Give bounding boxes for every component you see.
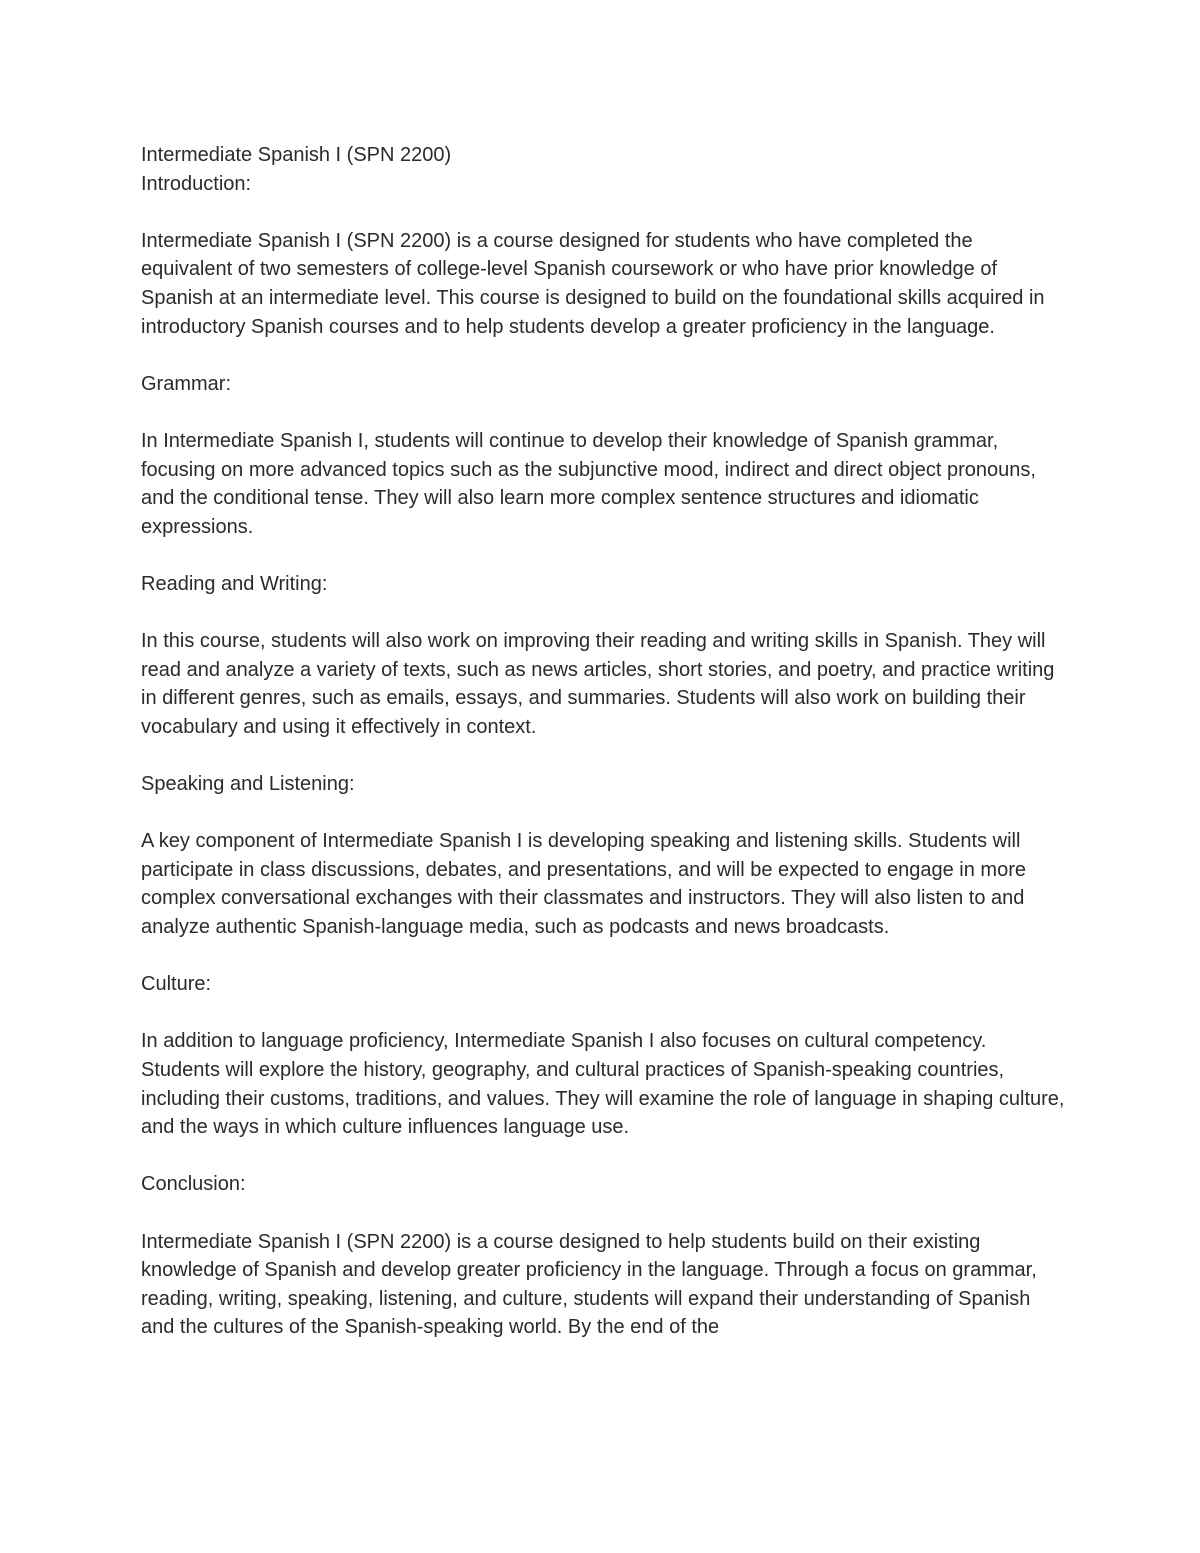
- paragraph-spacer: [141, 999, 1066, 1028]
- section-body-conclusion: Intermediate Spanish I (SPN 2200) is a course designed to help students build on their existing knowledge of Spanish and develop greater proficiency in the language. Through a focus on grammar, reading, writing, speaking, listening, and culture, students will expand their understanding of Spanish and the cultures of the Spanish-speaking world. By the end of the: [141, 1230, 1043, 1339]
- paragraph-spacer: [141, 341, 1066, 370]
- paragraph-spacer: [141, 1142, 1066, 1171]
- paragraph-spacer: [141, 599, 1066, 628]
- section-body-reading-writing: In this course, students will also work on improving their reading and writing skills in Spanish. They will read and analyze a variety of texts, such as news articles, short stories, and poetry, and practice writing in different genres, such as emails, essays, and summaries. Students will also work on building their vocabulary and using it effectively in context.: [141, 630, 1060, 738]
- paragraph-spacer: [141, 942, 1066, 971]
- paragraph-spacer: [141, 741, 1066, 770]
- section-body-introduction: Intermediate Spanish I (SPN 2200) is a course designed for students who have completed the equivalent of two semesters of college-level Spanish coursework or who have prior knowledge of Spanish at an intermediate level. This course is designed to build on the foundational skills acquired in introductory Spanish courses and to help students develop a greater proficiency in the language.: [141, 229, 1051, 338]
- paragraph-spacer: [141, 398, 1066, 427]
- section-heading-reading-writing: Reading and Writing:: [141, 572, 328, 595]
- paragraph-spacer: [141, 799, 1066, 828]
- section-body-speaking-listening: A key component of Intermediate Spanish I is developing speaking and listening skills. Students will participate in class discussions, debates, and presentations, and will be expected to engage in more complex conversational exchanges with their classmates and instructors. They will also listen to and analyze authentic Spanish-language media, such as podcasts and news broadcasts.: [141, 830, 1032, 939]
- section-heading-grammar: Grammar:: [141, 372, 231, 395]
- document-page: [141, 141, 1071, 1342]
- section-body-culture: In addition to language proficiency, Intermediate Spanish I also focuses on cultural competency. Students will explore the history, geography, and cultural practices of Spanish-speaking countries, including their customs, traditions, and values. They will examine the role of language in shaping culture, and the ways in which culture influences language use.: [141, 1030, 1071, 1139]
- section-heading-conclusion: Conclusion:: [141, 1173, 246, 1196]
- paragraph-spacer: [141, 1199, 1066, 1228]
- paragraph-spacer: [141, 198, 1066, 227]
- paragraph-spacer: [141, 541, 1066, 570]
- document-title: Intermediate Spanish I (SPN 2200): [141, 144, 452, 166]
- section-heading-introduction: Introduction:: [141, 172, 252, 195]
- section-heading-speaking-listening: Speaking and Listening:: [141, 773, 355, 796]
- section-heading-culture: Culture:: [141, 973, 212, 996]
- section-body-grammar: In Intermediate Spanish I, students will continue to develop their knowledge of Spanish grammar, focusing on more advanced topics such as the subjunctive mood, indirect and direct object pronouns, and the conditional tense. They will also learn more complex sentence structures and idiomatic expressions.: [141, 429, 1042, 538]
